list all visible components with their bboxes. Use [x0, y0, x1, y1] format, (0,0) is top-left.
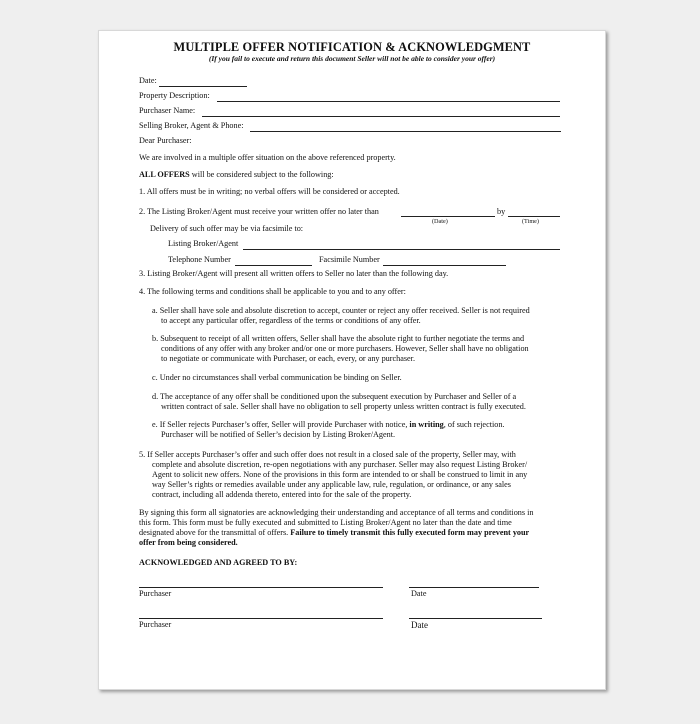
closing-line3: [139, 528, 529, 538]
offer-date-line[interactable]: [401, 216, 495, 217]
document-title: MULTIPLE OFFER NOTIFICATION & ACKNOWLEDGMENT: [173, 40, 531, 54]
closing-line3-text: designated above for the transmittal of offers.: [139, 528, 289, 537]
item-5-line2: complete and absolute discretion, re-open negotiations with any purchaser. Seller may also request Listing Broker/: [152, 460, 528, 469]
item-1: 1. All offers must be in writing; no verbal offers will be considered or accepted.: [139, 187, 400, 196]
listing-broker-label: Listing Broker/Agent: [168, 239, 239, 248]
all-offers-rest: will be considered subject to the following:: [189, 170, 334, 179]
item-5-line1: 5. If Seller accepts Purchaser’s offer and such offer does not result in a closed sale of the property, Seller may, with: [139, 450, 516, 459]
closing-line1: By signing this form all signatories are acknowledging their understanding and acceptance of all terms and conditions in: [139, 508, 534, 517]
purchaser-signature-line-1[interactable]: [139, 587, 383, 588]
item-4b-line3: to negotiate or communicate with Purchaser, or each, every, or any purchaser.: [161, 354, 415, 363]
item-4d-line2: written contract of sale. Seller shall have no obligation to sell property unless written contract is fully executed.: [161, 402, 526, 411]
acknowledged-heading: ACKNOWLEDGED AND AGREED TO BY:: [139, 558, 298, 567]
telephone-label: Telephone Number: [168, 255, 231, 264]
item-5-line3: Agent to solicit new offers. None of the provisions in this form are intended to or shall be construed to limit in any: [152, 470, 528, 479]
telephone-line[interactable]: [235, 265, 312, 266]
date-label: Date:: [139, 76, 157, 85]
all-offers-bold: ALL OFFERS: [139, 170, 190, 179]
purchaser-label-2: Purchaser: [139, 620, 172, 629]
all-offers-heading: [139, 170, 334, 180]
date-signature-line-2[interactable]: [409, 618, 542, 619]
greeting: Dear Purchaser:: [139, 136, 192, 145]
facsimile-label: Facsimile Number: [319, 255, 380, 264]
property-description-line[interactable]: [217, 101, 560, 102]
offer-time-line[interactable]: [508, 216, 560, 217]
item-4b-line2: conditions of any offer with any broker and/or one or more purchasers. However, Seller shall have no obligation: [161, 344, 529, 353]
closing-bold2: offer from being considered.: [139, 538, 238, 547]
item-4e-line2: Purchaser will be notified of Seller’s decision by Listing Broker/Agent.: [161, 430, 396, 439]
closing-line4: [139, 538, 238, 548]
by-label: by: [497, 207, 506, 216]
purchaser-signature-line-2[interactable]: [139, 618, 383, 619]
time-caption: (Time): [522, 218, 539, 225]
item-4b-line1: b. Subsequent to receipt of all written offers, Seller shall have the absolute right to further negotiate the terms and: [152, 334, 525, 343]
property-description-label: Property Description:: [139, 91, 210, 100]
intro-text: We are involved in a multiple offer situation on the above referenced property.: [139, 153, 396, 162]
item-4e-bold: in writing: [409, 420, 444, 429]
item-2: 2. The Listing Broker/Agent must receive your written offer no later than: [139, 207, 379, 216]
selling-broker-label: Selling Broker, Agent & Phone:: [139, 121, 244, 130]
date-signature-line-1[interactable]: [409, 587, 539, 588]
closing-bold1: Failure to timely transmit this fully executed form may prevent your: [290, 528, 530, 537]
item-5-line4: way Seller’s rights or remedies available under any applicable law, rule, regulation, or ordinance, or any sales: [152, 480, 511, 489]
purchaser-label-1: Purchaser: [139, 589, 172, 598]
item-4a-line2: to accept any particular offer, regardless of the terms or conditions of any offer.: [161, 316, 421, 325]
purchaser-name-label: Purchaser Name:: [139, 106, 196, 115]
item-4d-line1: d. The acceptance of any offer shall be conditioned upon the subsequent execution by Purchaser and Seller of a: [152, 392, 517, 401]
closing-line2: this form. This form must be fully executed and submitted to Listing Broker/Agent no later than the date and time: [139, 518, 512, 527]
selling-broker-line[interactable]: [250, 131, 561, 132]
item-4: 4. The following terms and conditions shall be applicable to you and to any offer:: [139, 287, 406, 296]
date-caption: (Date): [432, 218, 448, 225]
listing-broker-line[interactable]: [243, 249, 560, 250]
item-4c: c. Under no circumstances shall verbal communication be binding on Seller.: [152, 373, 402, 382]
date-label-1: Date: [411, 589, 427, 598]
document-page: [98, 30, 606, 690]
document-subtitle: (If you fail to execute and return this document Seller will not be able to consider your offer): [208, 54, 496, 63]
facsimile-line[interactable]: [383, 265, 506, 266]
delivery-text: Delivery of such offer may be via facsimile to:: [150, 224, 304, 233]
date-line[interactable]: [159, 86, 247, 87]
item-4a-line1: a. Seller shall have sole and absolute discretion to accept, counter or reject any offer received. Seller is not required: [152, 306, 530, 315]
item-4e-line1: [152, 420, 504, 430]
item-4e-pre: e. If Seller rejects Purchaser’s offer, Seller will provide Purchaser with notice,: [152, 420, 408, 429]
item-3: 3. Listing Broker/Agent will present all written offers to Seller no later than the following day.: [139, 269, 449, 278]
date-label-2: Date: [411, 620, 428, 630]
purchaser-name-line[interactable]: [202, 116, 560, 117]
item-4e-post: , of such rejection.: [443, 420, 505, 429]
item-5-line5: contract, including all addenda thereto, entered into for the sale of the property.: [152, 490, 412, 499]
